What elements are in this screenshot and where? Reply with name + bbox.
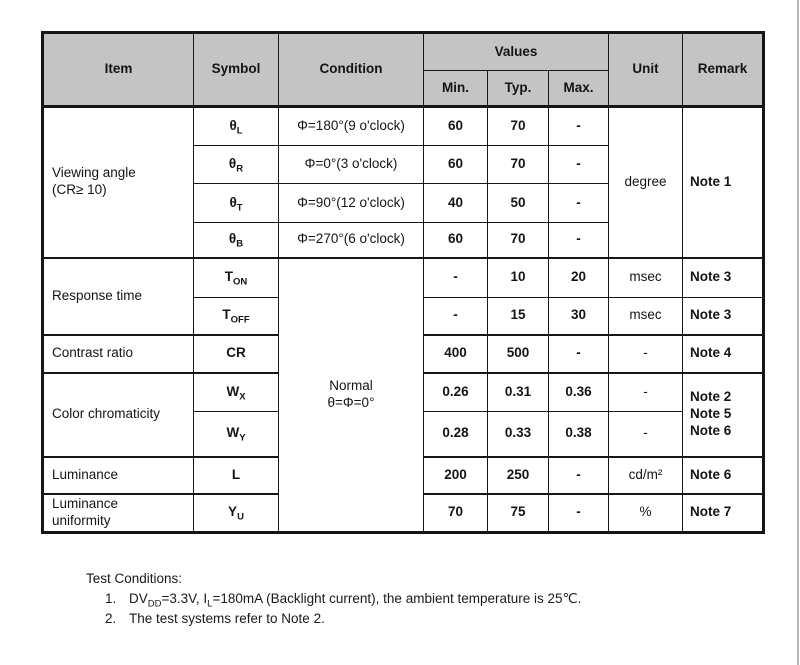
max-value: - [549, 494, 609, 533]
remark-cell: Note 3 [683, 258, 764, 298]
max-value: - [549, 335, 609, 373]
col-header-remark: Remark [683, 33, 764, 107]
item-luminance: Luminance [43, 457, 194, 494]
note-text: The test systems refer to Note 2. [129, 611, 325, 626]
min-value: 400 [424, 335, 488, 373]
condition-theta-l: Φ=180°(9 o'clock) [279, 107, 424, 146]
min-value: 60 [424, 146, 488, 184]
typ-value: 0.31 [488, 373, 549, 412]
typ-value: 10 [488, 258, 549, 298]
min-value: 200 [424, 457, 488, 494]
condition-theta-b: Φ=270°(6 o'clock) [279, 223, 424, 258]
item-viewing-angle [43, 107, 194, 258]
remark-viewing-angle: Note 1 [683, 107, 764, 258]
unit-viewing-angle: degree [609, 107, 683, 258]
col-header-min: Min. [424, 71, 488, 107]
remark-cell: Note 7 [683, 494, 764, 533]
remark-color-chromaticity: Note 2 Note 5 Note 6 [683, 373, 764, 457]
condition-theta-t: Φ=90°(12 o'clock) [279, 184, 424, 223]
min-value: 60 [424, 107, 488, 146]
max-value: 20 [549, 258, 609, 298]
unit-cell: - [609, 335, 683, 373]
unit-cell: msec [609, 258, 683, 298]
note-number: 1. [105, 591, 117, 606]
typ-value: 500 [488, 335, 549, 373]
page-right-edge-line [797, 0, 799, 665]
note-number: 2. [105, 611, 117, 626]
item-response-time: Response time [43, 258, 194, 335]
max-value: 0.36 [549, 373, 609, 412]
specifications-table [41, 31, 765, 534]
col-header-condition: Condition [279, 33, 424, 107]
test-conditions-section [86, 569, 581, 629]
col-header-typ: Typ. [488, 71, 549, 107]
symbol-t-on: $T_{ON}$ [194, 258, 279, 298]
symbol-w-y: $W_Y$ [194, 412, 279, 457]
remark-cell: Note 6 [683, 457, 764, 494]
item-label: Viewing angle [52, 165, 136, 181]
max-value: 0.38 [549, 412, 609, 457]
symbol-l: L [194, 457, 279, 494]
col-header-item: Item [43, 33, 194, 107]
symbol-y-u: $Y_U$ [194, 494, 279, 533]
typ-value: 15 [488, 298, 549, 335]
min-value: 70 [424, 494, 488, 533]
min-value: - [424, 298, 488, 335]
note-text: $DV_{DD}=3.3V$, $I_L=180mA$ (Backlight current), the ambient temperature is 25℃. [129, 591, 582, 610]
test-condition-note-2 [105, 609, 581, 629]
min-value: 0.26 [424, 373, 488, 412]
unit-cell: % [609, 494, 683, 533]
symbol-theta-b: $\theta_B$ [194, 223, 279, 258]
typ-value: 75 [488, 494, 549, 533]
typ-value: 250 [488, 457, 549, 494]
max-value: - [549, 146, 609, 184]
remark-cell: Note 4 [683, 335, 764, 373]
symbol-cr: CR [194, 335, 279, 373]
min-value: - [424, 258, 488, 298]
typ-value: 70 [488, 107, 549, 146]
typ-value: 0.33 [488, 412, 549, 457]
col-header-unit: Unit [609, 33, 683, 107]
unit-cell: cd/m² [609, 457, 683, 494]
unit-cell: - [609, 373, 683, 412]
condition-normal-merged: Normal θ=Φ=0° [279, 258, 424, 533]
item-sublabel: (CR≥ 10) [52, 182, 107, 198]
item-contrast-ratio: Contrast ratio [43, 335, 194, 373]
item-color-chromaticity: Color chromaticity [43, 373, 194, 457]
typ-value: 70 [488, 223, 549, 258]
typ-value: 70 [488, 146, 549, 184]
min-value: 60 [424, 223, 488, 258]
max-value: - [549, 457, 609, 494]
condition-theta-r: Φ=0°(3 o'clock) [279, 146, 424, 184]
symbol-theta-l: $\theta_L$ [194, 107, 279, 146]
test-condition-note-1 [105, 589, 581, 609]
col-header-symbol: Symbol [194, 33, 279, 107]
unit-cell: - [609, 412, 683, 457]
typ-value: 50 [488, 184, 549, 223]
symbol-theta-t: $\theta_T$ [194, 184, 279, 223]
unit-cell: msec [609, 298, 683, 335]
max-value: - [549, 223, 609, 258]
item-luminance-uniformity: Luminance uniformity [43, 494, 194, 533]
symbol-t-off: $T_{OFF}$ [194, 298, 279, 335]
test-conditions-title: Test Conditions: [86, 571, 183, 586]
min-value: 0.28 [424, 412, 488, 457]
min-value: 40 [424, 184, 488, 223]
remark-cell: Note 3 [683, 298, 764, 335]
col-header-max: Max. [549, 71, 609, 107]
max-value: 30 [549, 298, 609, 335]
symbol-w-x: $W_X$ [194, 373, 279, 412]
symbol-theta-r: $\theta_R$ [194, 146, 279, 184]
max-value: - [549, 107, 609, 146]
max-value: - [549, 184, 609, 223]
col-header-values: Values [424, 33, 609, 71]
